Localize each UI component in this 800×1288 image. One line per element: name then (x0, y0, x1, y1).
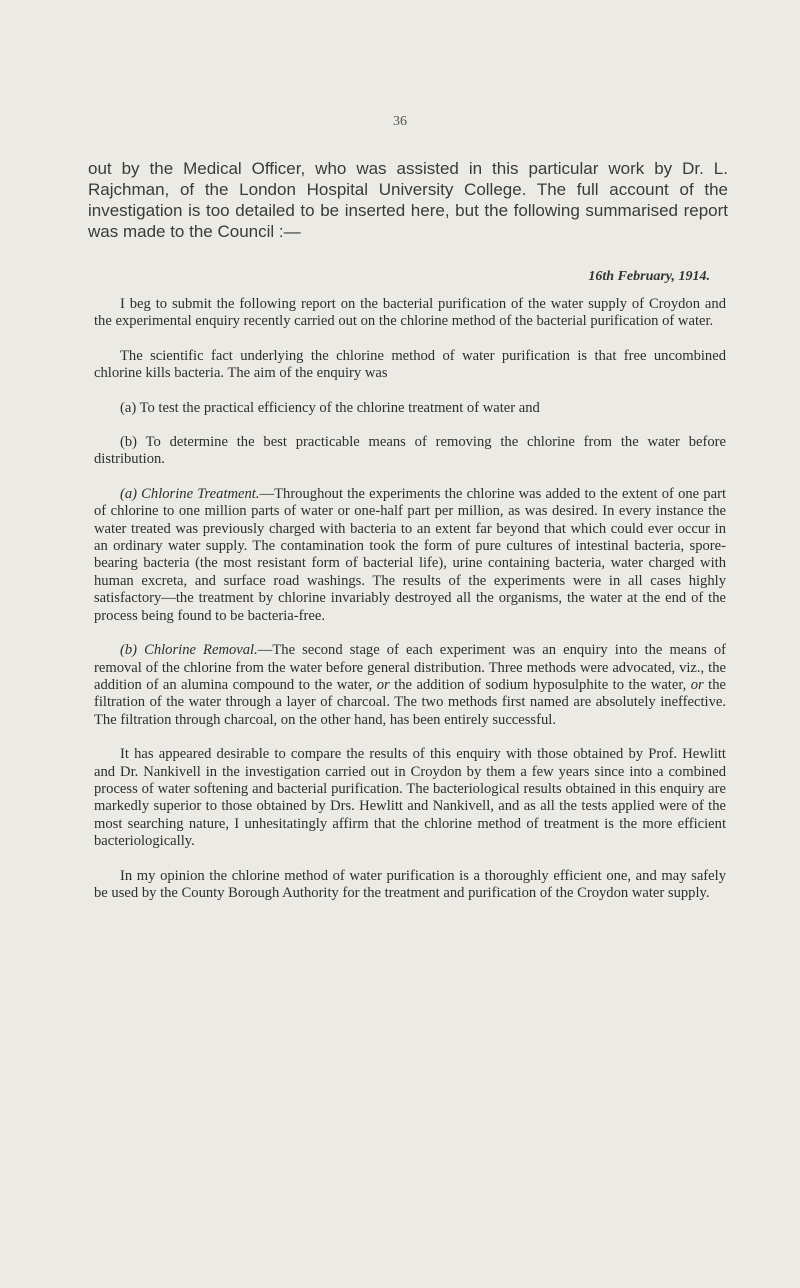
report-paragraph-2: The scientific fact underlying the chlorine method of water purification is that free uncombined chlorine kills bacteria. The aim of the enquiry was (94, 347, 726, 382)
chlorine-removal-paragraph (94, 642, 726, 729)
chlorine-removal-or-1: or (376, 676, 390, 693)
page-number: 36 (393, 114, 407, 129)
chlorine-treatment-heading: (a) Chlorine Treatment. (120, 485, 260, 502)
chlorine-removal-text-c: the filtration of the water through a layer of charcoal. The two methods first named are absolutely ineffective. The filtration through charcoal, on the other hand, has been entirely successful. (94, 676, 726, 728)
chlorine-treatment-paragraph (94, 486, 726, 625)
chlorine-treatment-text: —Throughout the experiments the chlorine was added to the extent of one part of chlorine to one million parts of water or one-half part per million, as was desired. In every instance the water treated was previously charged with bacteria to an extent far beyond that which could ever occur in an ordinary water supply. The contamination took the form of pure cultures of intestinal bacteria, spore-bearing bacteria (the most resistant form of bacterial life), urine containing bacteria, water charged with human excreta, and surface road washings. The results of the experiments were in all cases highly satisfactory—the treatment by chlorine invariably destroyed all the organisms, the water at the end of the process being found to be bacteria-free. (94, 485, 726, 624)
conclusion-paragraph: In my opinion the chlorine method of water purification is a thoroughly efficient one, and may safely be used by the County Borough Authority for the treatment and purification of the Croydon water supply. (94, 867, 726, 901)
chlorine-removal-text-a: —The second stage of each experiment was an enquiry into the means of removal of the chlorine from the water before general distribution. Three methods were advocated, viz., the addition of an alumina compound to the water, (94, 642, 726, 693)
report-body (94, 296, 726, 919)
enquiry-aim-b: (b) To determine the best practicable means of removing the chlorine from the water before distribution. (94, 434, 726, 468)
enquiry-aim-a: (a) To test the practical efficiency of the chlorine treatment of water and (120, 399, 540, 416)
chlorine-removal-or-2: or (690, 676, 704, 693)
report-date: 16th February, 1914. (588, 269, 710, 284)
chlorine-removal-heading: (b) Chlorine Removal. (120, 642, 258, 659)
report-paragraph-1: I beg to submit the following report on the bacterial purification of the water supply of Croydon and the experimental enquiry recently carried out on the chlorine method of the bacterial purification of water. (94, 296, 726, 330)
intro-paragraph: out by the Medical Officer, who was assisted in this particular work by Dr. L. Rajchman, of the London Hospital University College. The full account of the investigation is too detailed to be inserted here, but the following summarised report was made to the Council :— (88, 159, 728, 241)
comparison-paragraph: It has appeared desirable to compare the results of this enquiry with those obtained by Prof. Hewlitt and Dr. Nankivell in the investigation carried out in Croydon by them a few years since into a combined process of water softening and bacterial purification. The bacteriological results obtained in this enquiry are markedly superior to those obtained by Drs. Hewlitt and Nankivell, and as all the tests applied were of the most searching nature, I unhesitatingly affirm that the chlorine method of treatment is the more efficient bacteriologically. (94, 746, 726, 850)
chlorine-removal-text-b: the addition of sodium hyposulphite to the water, (389, 676, 691, 693)
